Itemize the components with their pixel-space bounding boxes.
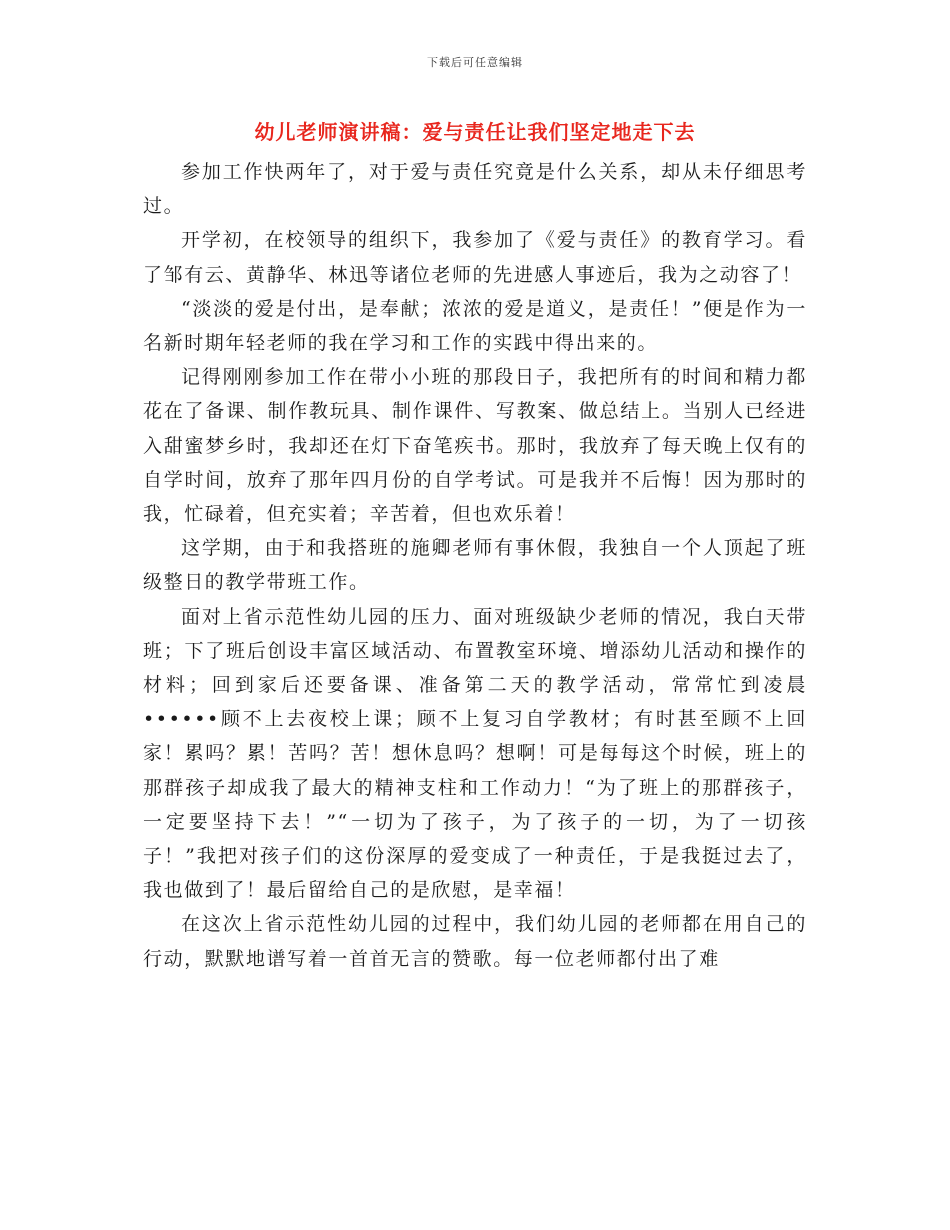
paragraph: 参加工作快两年了，对于爱与责任究竟是什么关系，却从未仔细思考过。 — [143, 161, 807, 218]
document-title: 幼儿老师演讲稿：爱与责任让我们坚定地走下去 — [254, 120, 696, 144]
paragraph: “淡淡的爱是付出，是奉献；浓浓的爱是道义，是责任！”便是作为一名新时期年轻老师的我在学习和工作的实践中得出来的。 — [143, 297, 807, 355]
paragraph: 面对上省示范性幼儿园的压力、面对班级缺少老师的情况，我白天带班；下了班后创设丰富区域活动、布置教室环境、增添幼儿活动和操作的材料；回到家后还要备课、准备第二天的教学活动，常常忙到凌晨••••••顾不上去夜校上课；顾不上复习自学教材；有时甚至顾不上回家！累吗？累！苦吗？苦！想休息吗？想啊！可是每每这个时候，班上的那群孩子却成我了最大的精神支柱和工作动力！“为了班上的那群孩子，一定要坚持下去！”“一切为了孩子，为了孩子的一切，为了一切孩子！”我把对孩子们的这份深厚的爱变成了一种责任，于是我挺过去了，我也做到了！最后留给自己的是欣慰，是幸福！ — [143, 605, 807, 902]
paragraph: 开学初，在校领导的组织下，我参加了《爱与责任》的教育学习。看了邹有云、黄静华、林迅等诸位老师的先进感人事迹后，我为之动容了！ — [143, 229, 807, 286]
header-note: 下载后可任意编辑 — [427, 56, 523, 69]
paragraph: 记得刚刚参加工作在带小小班的那段日子，我把所有的时间和精力都花在了备课、制作教玩具、制作课件、写教案、做总结上。当别人已经进入甜蜜梦乡时，我却还在灯下奋笔疾书。那时，我放弃了每天晚上仅有的自学时间，放弃了那年四月份的自学考试。可是我并不后悔！因为那时的我，忙碌着，但充实着；辛苦着，但也欢乐着！ — [143, 366, 807, 526]
document-body — [143, 155, 807, 976]
paragraph: 在这次上省示范性幼儿园的过程中，我们幼儿园的老师都在用自己的行动，默默地谱写着一首首无言的赞歌。每一位老师都付出了难 — [143, 913, 807, 970]
paragraph: 这学期，由于和我搭班的施卿老师有事休假，我独自一个人顶起了班级整日的教学带班工作。 — [143, 537, 807, 594]
